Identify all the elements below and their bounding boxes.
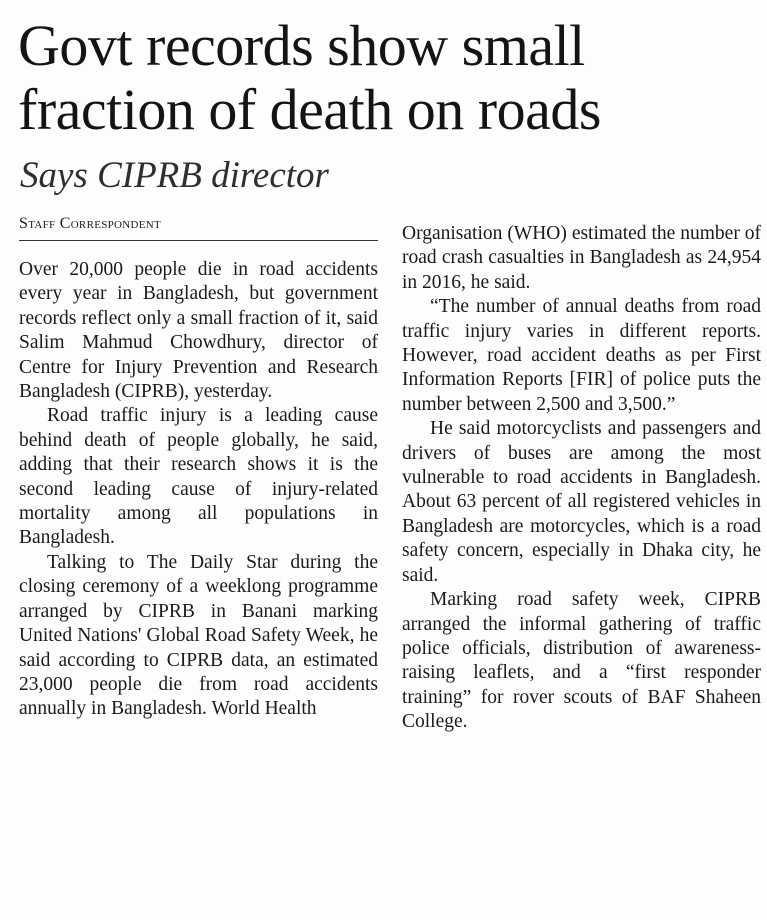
article-paragraph: “The number of annual deaths from road traffic injury varies in different reports. However, road accident deaths as per First Information Reports [FIR] of police puts the number between 2,500 and 3,500.” (402, 296, 761, 415)
article-paragraph: Marking road safety week, CIPRB arranged the informal gathering of traffic police officials, distribution of awareness-raising leaflets, and a “first responder training” for rover scouts of BAF Shaheen College. (402, 589, 761, 733)
article-byline: Staff Correspondent (19, 215, 162, 232)
article-paragraph: Talking to The Daily Star during the closing ceremony of a weeklong programme arranged by CIPRB in Banani marking United Nations' Global Road Safety Week, he said according to CIPRB data, an estimated 23,000 people die from road accidents annually in Bangladesh. World Health (19, 551, 378, 720)
article-headline: Govt records show small fraction of death on roads (18, 13, 601, 142)
article-paragraph: He said motorcyclists and passengers and drivers of buses are among the most vulnerable to road accidents in Bangladesh. About 63 percent of all registered vehicles in Bangladesh are motorcycles, which is a road safety concern, especially in Dhaka city, he said. (402, 418, 761, 586)
byline-divider (19, 240, 378, 241)
article-column-right (402, 222, 761, 735)
article-paragraph: Organisation (WHO) estimated the number of road crash casualties in Bangladesh as 24,954 in 2016, he said. (402, 223, 761, 293)
article-paragraph: Over 20,000 people die in road accidents every year in Bangladesh, but government records reflect only a small fraction of it, said Salim Mahmud Chowdhury, director of Centre for Injury Prevention and Research Bangladesh (CIPRB), yesterday. (19, 259, 378, 403)
article-paragraph: Road traffic injury is a leading cause behind death of people globally, he said, adding that their research shows it is the second leading cause of injury-related mortality among all populations in Bangladesh. (19, 405, 378, 549)
article-column-left (19, 258, 378, 722)
article-subhead: Says CIPRB director (20, 155, 329, 196)
